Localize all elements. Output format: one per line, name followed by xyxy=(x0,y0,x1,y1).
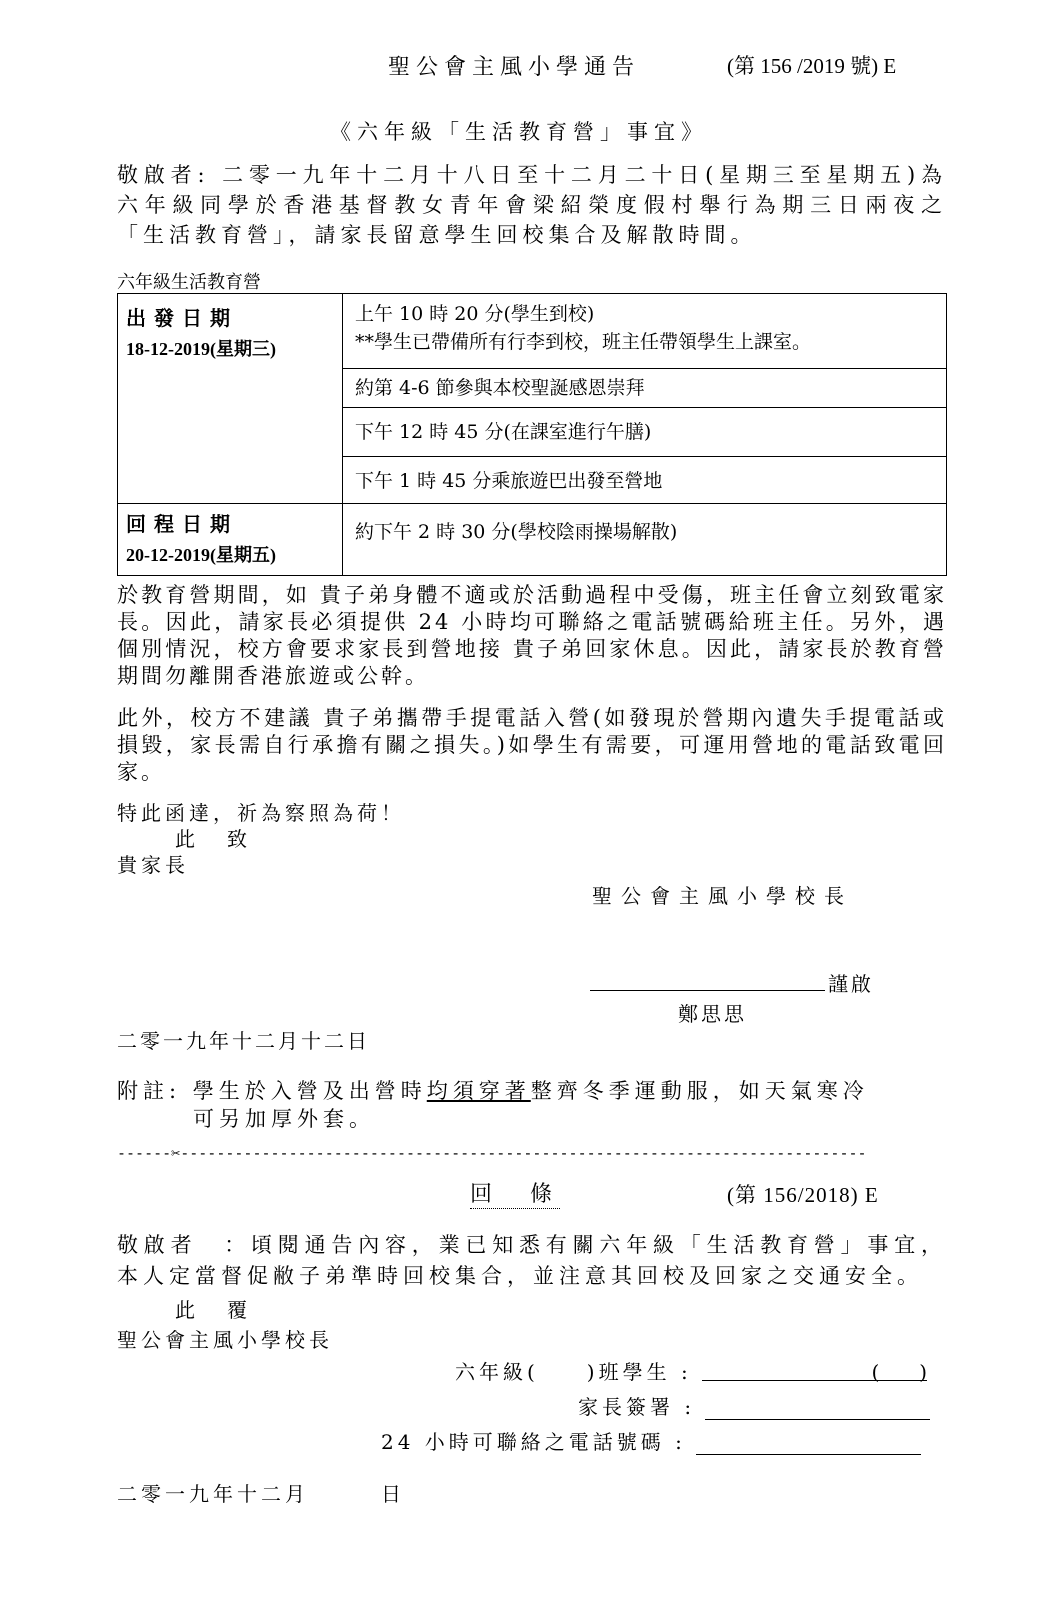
schedule-row-2 xyxy=(343,369,947,408)
note-line-2: 可另加厚外套。 xyxy=(193,1107,375,1131)
note-underlined: 均須穿著 xyxy=(426,1079,531,1103)
reply-notice-number: (第 156/2018) E xyxy=(727,1183,879,1207)
parent-sign-label: 家長簽署 : xyxy=(578,1395,696,1419)
reply-title: 回 條 xyxy=(470,1177,560,1209)
note-post: 整齊冬季運動服，如天氣寒冷 xyxy=(530,1079,869,1103)
reply-body: 敬啟者 ：頃閱通告內容，業已知悉有關六年級「生活教育營」事宜，本人定當督促敝子弟準時回校集合，並注意其回校及回家之交通安全。 xyxy=(117,1233,947,1288)
reply-to: 聖公會主風小學校長 xyxy=(117,1328,333,1352)
salutation-zhi: 此 致 xyxy=(175,827,253,851)
note-label: 附註: xyxy=(117,1079,182,1103)
class-label: 六年級( )班學生 : xyxy=(455,1360,692,1384)
reply-fu: 此 覆 xyxy=(175,1298,253,1322)
dismissal-text: 約下午 2 時 30 分(學校陰雨操場解散) xyxy=(355,521,678,543)
parent-signature-field[interactable] xyxy=(705,1399,930,1420)
class-number-paren: ( ) xyxy=(871,1360,928,1384)
departure-date: 18-12-2019(星期三) xyxy=(126,339,276,359)
phone-row xyxy=(381,1426,921,1455)
departure-label: 出發日期 xyxy=(126,306,238,330)
paragraph-phones: 此外，校方不建議 貴子弟攜帶手提電話入營(如發現於營期內遺失手提電話或損毀，家長需自行承擔有關之損失。)如學生有需要，可運用營地的電話致電回家。 xyxy=(117,706,947,784)
notice-subject: 《六年級「生活教育營」事宜》 xyxy=(330,120,708,144)
schedule-table xyxy=(117,293,947,576)
addressee: 貴家長 xyxy=(117,853,189,877)
phone-number-field[interactable] xyxy=(696,1434,921,1455)
class-row xyxy=(455,1356,927,1385)
schedule-row-3 xyxy=(343,408,947,457)
principal-title: 聖公會主風小學校長 xyxy=(592,884,853,908)
schedule-row-4 xyxy=(343,457,947,504)
school-notice-title: 聖公會主風小學通告 xyxy=(388,55,641,80)
arrival-time: 上午 10 時 20 分(學生到校) xyxy=(355,303,595,325)
lunch-text: 下午 12 時 45 分(在課室進行午膳) xyxy=(355,421,652,443)
table-caption: 六年級生活教育營 xyxy=(117,272,261,293)
parent-sign-row xyxy=(578,1391,930,1420)
schedule-row-1 xyxy=(343,294,947,369)
bus-text: 下午 1 時 45 分乘旅遊巴出發至營地 xyxy=(355,470,663,492)
closing-line: 特此函達，祈為察照為荷！ xyxy=(117,801,405,825)
intro-paragraph: 敬啟者: 二零一九年十二月十八日至十二月二十日(星期三至星期五)為六年級同學於香港基督教女青年會梁紹榮度假村舉行為期三日兩夜之「生活教育營」，請家長留意學生回校集合及解散時間。 xyxy=(117,163,947,247)
departure-cell xyxy=(118,294,343,504)
return-date: 20-12-2019(星期五) xyxy=(126,545,276,565)
paragraph-illness: 於教育營期間，如 貴子弟身體不適或於活動過程中受傷，班主任會立刻致電家長。因此，請家長必須提供 24 小時均可聯絡之電話號碼給班主任。另外，遇個別情況，校方會要求家長到營地接 貴子弟回家休息。因此，請家長於教育營期間勿離開香港旅遊或公幹。 xyxy=(117,583,947,688)
notice-number: (第 156 /2019 號) E xyxy=(727,54,897,78)
sign-word: 謹啟 xyxy=(828,972,874,996)
note-pre: 學生於入營及出營時 xyxy=(192,1079,427,1103)
note-line xyxy=(117,1075,869,1105)
service-text: 約第 4-6 節參與本校聖誕感恩崇拜 xyxy=(355,377,645,399)
student-name-field[interactable] xyxy=(702,1360,928,1384)
signature-line xyxy=(590,990,825,991)
reply-date: 二零一九年十二月 日 xyxy=(117,1482,405,1506)
phone-label: 24 小時可聯絡之電話號碼 : xyxy=(381,1430,686,1454)
notice-date: 二零一九年十二月十二日 xyxy=(117,1029,370,1053)
cut-line: ------✂---------------------------------------------------------------------------- xyxy=(117,1144,867,1162)
luggage-note: **學生已帶備所有行李到校，班主任帶領學生上課室。 xyxy=(355,331,812,353)
return-label: 回程日期 xyxy=(126,512,238,536)
return-cell xyxy=(118,504,343,576)
schedule-row-return xyxy=(343,504,947,576)
principal-name: 鄭思思 xyxy=(678,1002,747,1026)
